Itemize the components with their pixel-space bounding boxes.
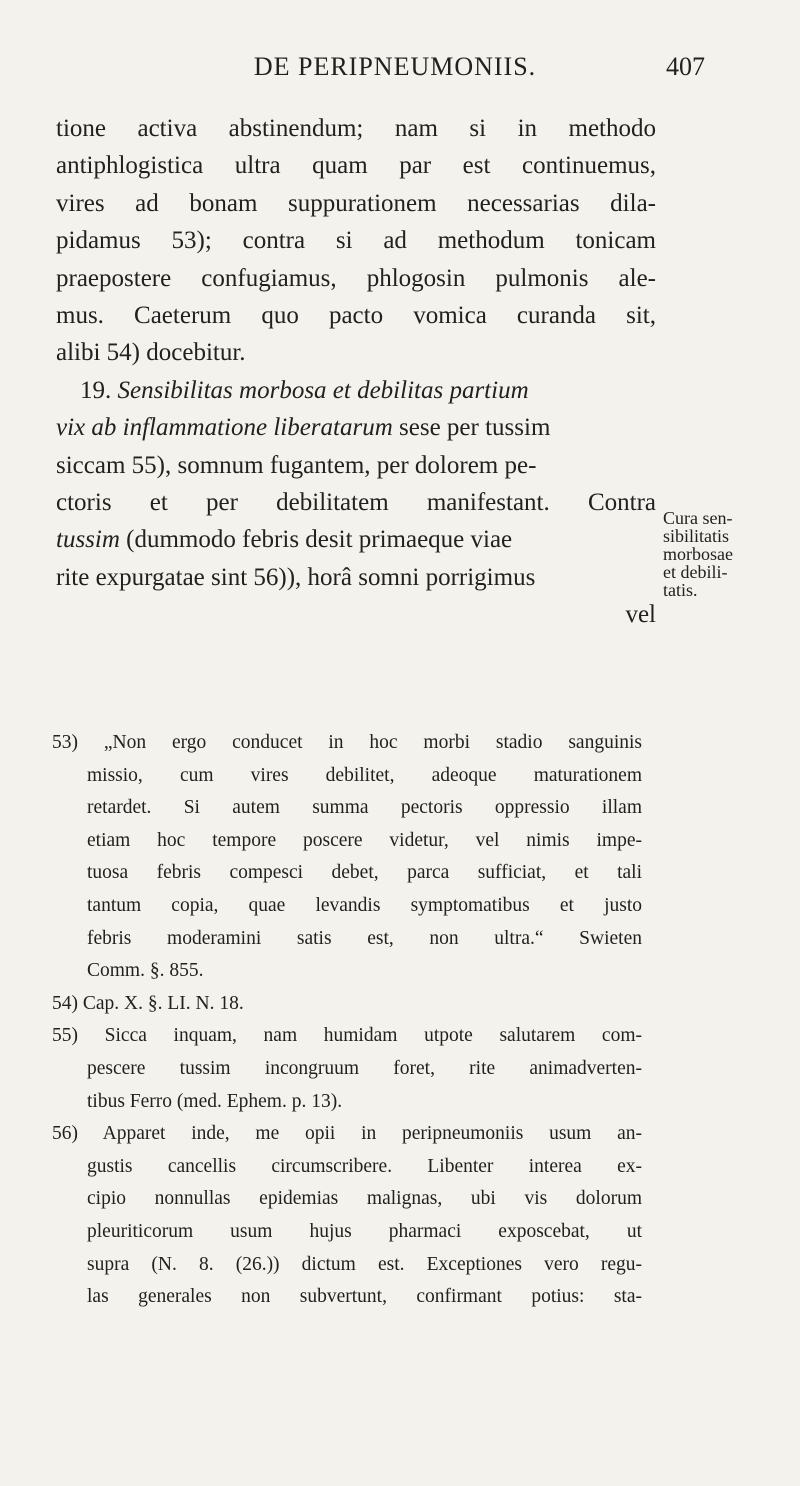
section-heading: Sensibilitas morbosa et debilitas partium — [117, 376, 529, 404]
emphasis-word: tussim — [56, 526, 120, 554]
footnote-line: pleuriticorum usum hujus pharmaci exposcebat, ut — [87, 1220, 642, 1242]
marginal-line: sibilitatis — [663, 526, 730, 546]
footnote-53 — [52, 727, 642, 988]
footnote-line: etiam hoc tempore poscere videtur, vel nimis impe- — [87, 829, 642, 851]
text-line: praepostere confugiamus, phlogosin pulmonis ale- — [56, 264, 656, 292]
text-line — [56, 409, 656, 446]
marginal-line: tatis. — [663, 580, 698, 600]
text-line: antiphlogistica ultra quam par est continuemus, — [56, 152, 656, 180]
footnote-line: 56) Apparet inde, me opii in peripneumoniis usum an- — [52, 1123, 642, 1145]
marginal-note — [663, 509, 798, 599]
running-header — [0, 50, 800, 90]
footnote-55 — [52, 1020, 642, 1118]
text-line: tione activa abstinendum; nam si in methodo — [56, 115, 656, 142]
footnote-line: tantum copia, quae levandis symptomatibus et justo — [87, 894, 642, 916]
footnote-line: gustis cancellis circumscribere. Libenter interea ex- — [87, 1155, 642, 1177]
footnote-line: 54) Cap. X. §. LI. N. 18. — [52, 992, 244, 1014]
text-line — [56, 521, 656, 558]
footnote-line: febris moderamini satis est, non ultra.“ Swieten — [87, 927, 642, 949]
text-fragment: (dummodo febris desit primaeque viae — [126, 526, 513, 554]
footnote-line: supra (N. 8. (26.)) dictum est. Exceptiones vero regu- — [87, 1253, 642, 1275]
text-line: pidamus 53); contra si ad methodum tonicam — [56, 227, 656, 255]
text-line: ctoris et per debilitatem manifestant. Contra — [56, 488, 656, 516]
section-number: 19. — [80, 376, 112, 404]
footnote-line: tibus Ferro (med. Ephem. p. 13). — [87, 1090, 343, 1112]
text-line: vires ad bonam suppurationem necessarias dila- — [56, 189, 656, 217]
footnote-line: pescere tussim incongruum foret, rite animadverten- — [87, 1057, 642, 1079]
running-title: DE PERIPNEUMONIIS. — [253, 52, 537, 81]
marginal-line: morbosae — [663, 544, 733, 564]
text-line: siccam 55), somnum fugantem, per dolorem pe- — [56, 451, 537, 479]
text-fragment: sese per tussim — [399, 414, 551, 442]
footnote-line: missio, cum vires debilitet, adeoque maturationem — [87, 764, 642, 786]
footnote-line: cipio nonnullas epidemias malignas, ubi vis dolorum — [87, 1188, 642, 1210]
footnote-line: 53) „Non ergo conducet in hoc morbi stadio sanguinis — [52, 732, 642, 753]
main-text — [56, 110, 656, 633]
text-line: rite expurgatae sint 56)), horâ somni porrigimus — [56, 563, 536, 591]
marginal-line: Cura sen- — [663, 508, 733, 528]
footnote-line: tuosa febris compesci debet, parca sufficiat, et tali — [87, 862, 642, 884]
page-number: 407 — [666, 52, 705, 81]
footnote-line: retardet. Si autem summa pectoris oppressio illam — [87, 797, 642, 819]
footnote-54 — [52, 988, 642, 1021]
footnote-line: 55) Sicca inquam, nam humidam utpote salutarem com- — [52, 1025, 642, 1047]
section-heading-continued: vix ab inflammatione liberatarum — [56, 414, 393, 442]
section-heading-line — [56, 372, 656, 409]
catchword: vel — [625, 601, 656, 629]
footnote-56 — [52, 1118, 642, 1314]
footnotes — [52, 727, 642, 1314]
marginal-line: et debili- — [663, 562, 728, 582]
text-line: mus. Caeterum quo pacto vomica curanda sit, — [56, 301, 656, 329]
text-line: alibi 54) docebitur. — [56, 339, 246, 367]
footnote-line: Comm. §. 855. — [87, 960, 204, 982]
footnote-line: las generales non subvertunt, confirmant potius: sta- — [87, 1286, 642, 1308]
